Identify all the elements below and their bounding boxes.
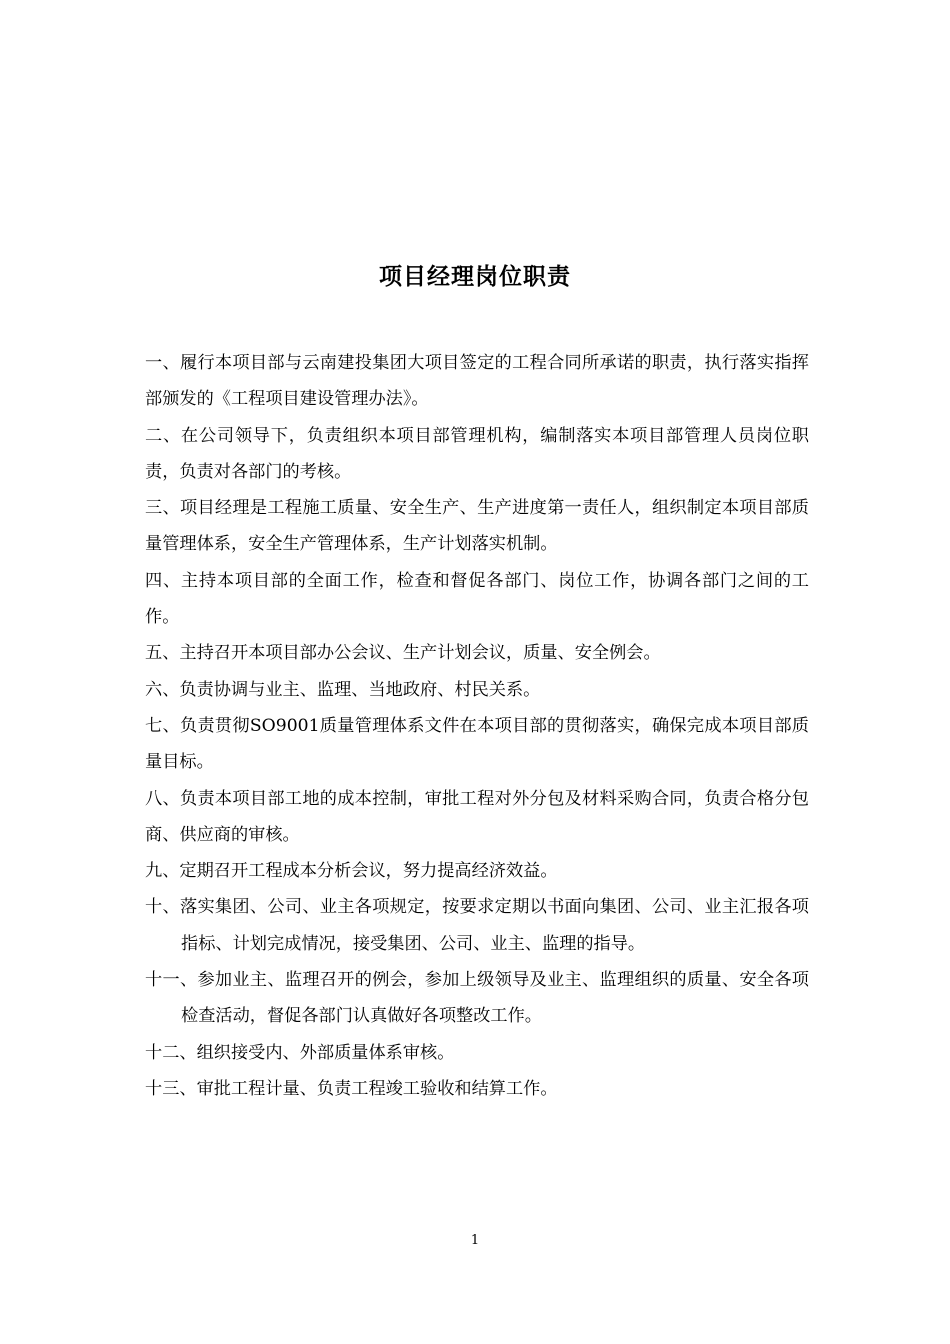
paragraph-11: 十一、参加业主、监理召开的例会，参加上级领导及业主、监理组织的质量、安全各项检查活动，督促各部门认真做好各项整改工作。: [145, 970, 809, 1027]
paragraph-7: 七、负责贯彻SO9001质量管理体系文件在本项目部的贯彻落实，确保完成本项目部质量目标。: [145, 715, 809, 773]
document-title: 项目经理岗位职责: [379, 264, 571, 290]
paragraph-13: 十三、审批工程计量、负责工程竣工验收和结算工作。: [145, 1078, 558, 1099]
paragraph-5: 五、主持召开本项目部办公会议、生产计划会议，质量、安全例会。: [145, 643, 661, 664]
paragraph-4: 四、主持本项目部的全面工作，检查和督促各部门、岗位工作，协调各部门之间的工作。: [145, 570, 809, 628]
paragraph-10: 十、落实集团、公司、业主各项规定，按要求定期以书面向集团、公司、业主汇报各项指标、计划完成情况，接受集团、公司、业主、监理的指导。: [145, 897, 809, 954]
paragraph-8: 八、负责本项目部工地的成本控制，审批工程对外分包及材料采购合同，负责合格分包商、供应商的审核。: [145, 788, 809, 845]
paragraph-2: 二、在公司领导下，负责组织本项目部管理机构，编制落实本项目部管理人员岗位职责，负责对各部门的考核。: [145, 425, 809, 482]
document-body: [145, 345, 809, 1107]
paragraph-6: 六、负责协调与业主、监理、当地政府、村民关系。: [145, 679, 541, 700]
paragraph-9: 九、定期召开工程成本分析会议，努力提高经济效益。: [145, 861, 558, 882]
paragraph-1: 一、履行本项目部与云南建投集团大项目签定的工程合同所承诺的职责，执行落实指挥部颁发的《工程项目建设管理办法》。: [145, 353, 809, 410]
paragraph-12: 十二、组织接受内、外部质量体系审核。: [145, 1042, 455, 1063]
page-number: 1: [470, 1233, 480, 1248]
paragraph-3: 三、项目经理是工程施工质量、安全生产、生产进度第一责任人，组织制定本项目部质量管理体系，安全生产管理体系，生产计划落实机制。: [145, 498, 809, 555]
